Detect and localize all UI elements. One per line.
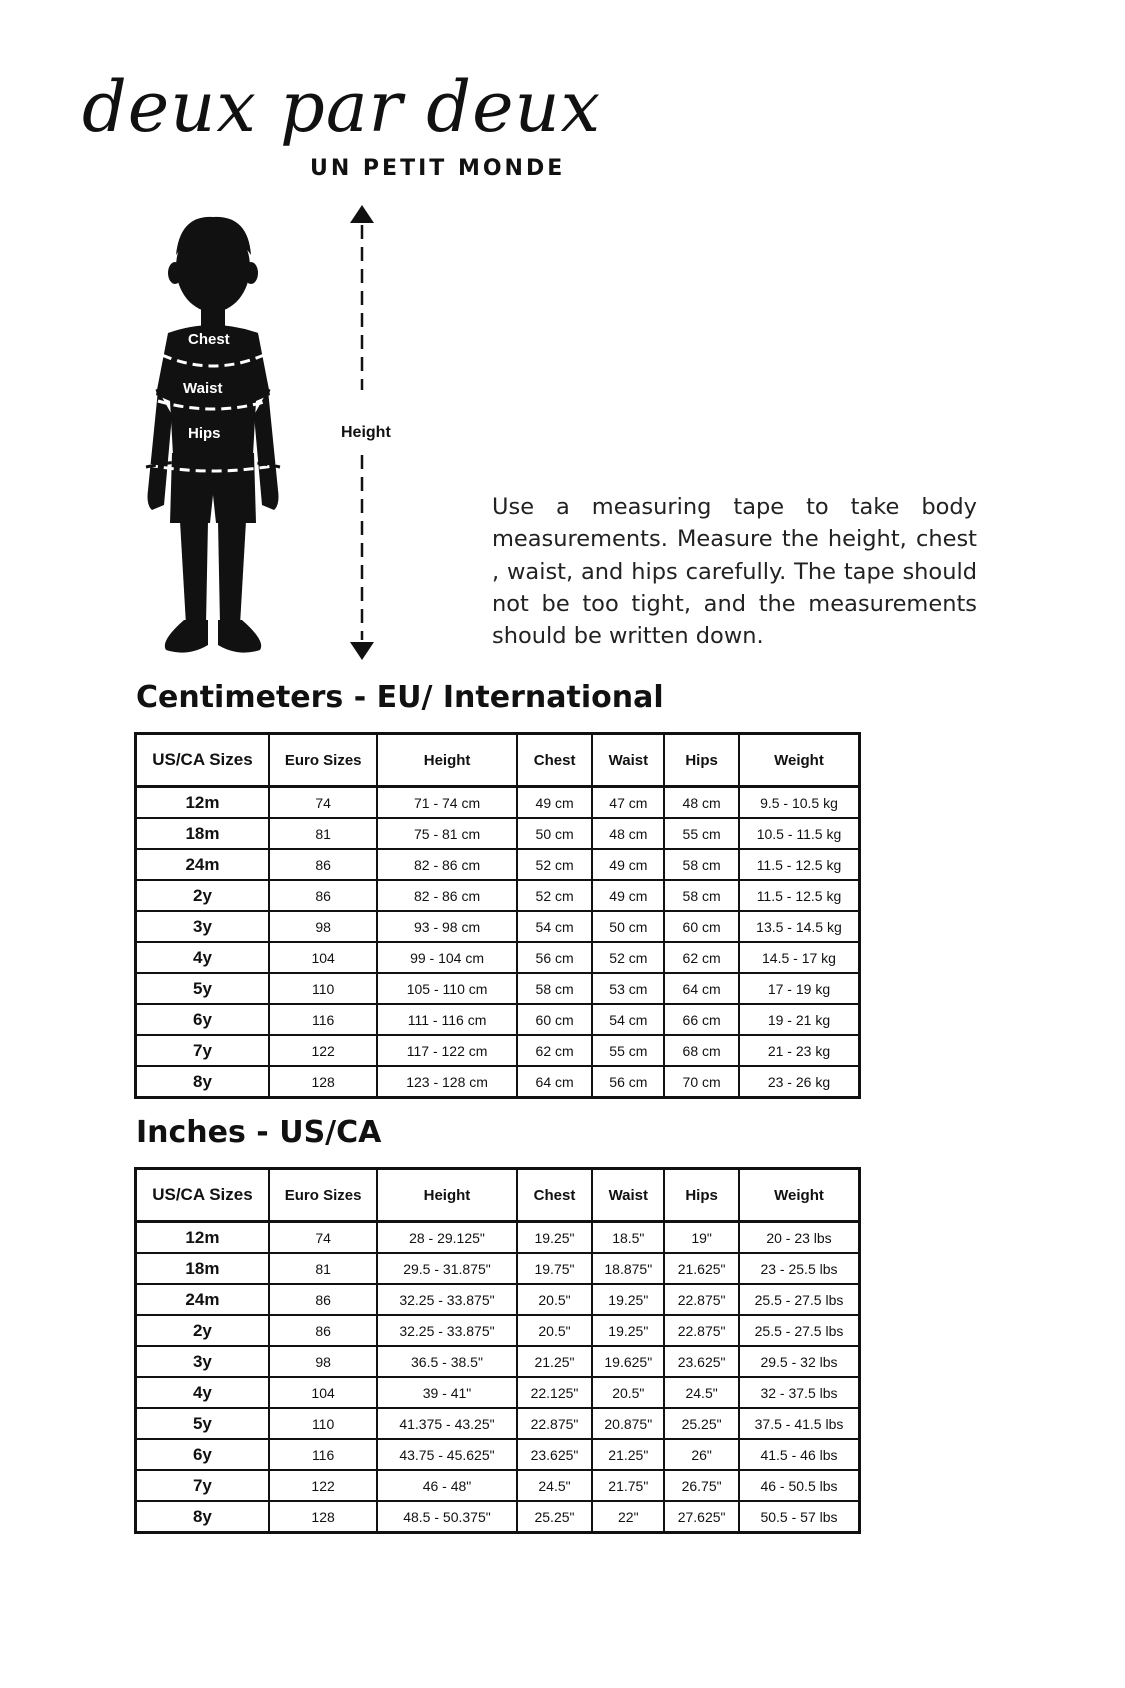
value-cell: 25.5 - 27.5 lbs <box>739 1315 860 1346</box>
value-cell: 9.5 - 10.5 kg <box>739 787 860 819</box>
value-cell: 19.25" <box>592 1315 664 1346</box>
table-row <box>136 1066 860 1098</box>
value-cell: 23.625" <box>664 1346 739 1377</box>
value-cell: 25.25" <box>664 1408 739 1439</box>
value-cell: 117 - 122 cm <box>377 1035 516 1066</box>
column-header: Chest <box>517 1169 593 1222</box>
table-row <box>136 942 860 973</box>
value-cell: 98 <box>269 1346 377 1377</box>
size-cell: 5y <box>136 973 269 1004</box>
cm-size-table <box>134 732 861 1099</box>
table-row <box>136 1408 860 1439</box>
value-cell: 93 - 98 cm <box>377 911 516 942</box>
value-cell: 104 <box>269 1377 377 1408</box>
value-cell: 23 - 26 kg <box>739 1066 860 1098</box>
value-cell: 26.75" <box>664 1470 739 1501</box>
value-cell: 105 - 110 cm <box>377 973 516 1004</box>
value-cell: 56 cm <box>592 1066 664 1098</box>
measurement-instructions: Use a measuring tape to take body measurements. Measure the height, chest , waist, and hips carefully. The tape should not be too tight, and the measurements should be written down. <box>492 494 977 650</box>
size-cell: 18m <box>136 818 269 849</box>
size-cell: 7y <box>136 1470 269 1501</box>
value-cell: 111 - 116 cm <box>377 1004 516 1035</box>
table-row <box>136 787 860 819</box>
hips-label: Hips <box>188 425 221 442</box>
table-row <box>136 911 860 942</box>
size-cell: 8y <box>136 1501 269 1533</box>
value-cell: 116 <box>269 1439 377 1470</box>
value-cell: 18.875" <box>592 1253 664 1284</box>
value-cell: 66 cm <box>664 1004 739 1035</box>
value-cell: 43.75 - 45.625" <box>377 1439 516 1470</box>
value-cell: 20.5" <box>517 1284 593 1315</box>
value-cell: 55 cm <box>592 1035 664 1066</box>
value-cell: 75 - 81 cm <box>377 818 516 849</box>
value-cell: 49 cm <box>592 849 664 880</box>
table-row <box>136 1346 860 1377</box>
value-cell: 82 - 86 cm <box>377 880 516 911</box>
value-cell: 27.625" <box>664 1501 739 1533</box>
value-cell: 19.25" <box>592 1284 664 1315</box>
size-cell: 4y <box>136 1377 269 1408</box>
value-cell: 21.25" <box>592 1439 664 1470</box>
value-cell: 60 cm <box>664 911 739 942</box>
value-cell: 48.5 - 50.375" <box>377 1501 516 1533</box>
value-cell: 68 cm <box>664 1035 739 1066</box>
table-header-row <box>136 1169 860 1222</box>
value-cell: 41.5 - 46 lbs <box>739 1439 860 1470</box>
value-cell: 20 - 23 lbs <box>739 1222 860 1254</box>
value-cell: 21.25" <box>517 1346 593 1377</box>
value-cell: 46 - 50.5 lbs <box>739 1470 860 1501</box>
value-cell: 62 cm <box>517 1035 593 1066</box>
inch-table-title: Inches - US/CA <box>136 1115 382 1150</box>
value-cell: 56 cm <box>517 942 593 973</box>
value-cell: 49 cm <box>517 787 593 819</box>
value-cell: 64 cm <box>517 1066 593 1098</box>
value-cell: 21 - 23 kg <box>739 1035 860 1066</box>
table-row <box>136 849 860 880</box>
column-header: US/CA Sizes <box>136 734 269 787</box>
value-cell: 128 <box>269 1066 377 1098</box>
size-cell: 5y <box>136 1408 269 1439</box>
value-cell: 86 <box>269 880 377 911</box>
table-row <box>136 1004 860 1035</box>
value-cell: 23.625" <box>517 1439 593 1470</box>
value-cell: 19.25" <box>517 1222 593 1254</box>
column-header: Waist <box>592 734 664 787</box>
value-cell: 58 cm <box>517 973 593 1004</box>
value-cell: 122 <box>269 1470 377 1501</box>
value-cell: 71 - 74 cm <box>377 787 516 819</box>
value-cell: 20.5" <box>592 1377 664 1408</box>
waist-label: Waist <box>183 380 223 397</box>
brand-tagline: UN PETIT MONDE <box>310 156 566 181</box>
value-cell: 110 <box>269 973 377 1004</box>
value-cell: 22.125" <box>517 1377 593 1408</box>
value-cell: 20.875" <box>592 1408 664 1439</box>
table-row <box>136 1439 860 1470</box>
value-cell: 18.5" <box>592 1222 664 1254</box>
value-cell: 13.5 - 14.5 kg <box>739 911 860 942</box>
value-cell: 58 cm <box>664 849 739 880</box>
value-cell: 86 <box>269 849 377 880</box>
column-header: Weight <box>739 734 860 787</box>
column-header: Euro Sizes <box>269 1169 377 1222</box>
value-cell: 104 <box>269 942 377 973</box>
table-row <box>136 1253 860 1284</box>
value-cell: 11.5 - 12.5 kg <box>739 849 860 880</box>
value-cell: 110 <box>269 1408 377 1439</box>
value-cell: 86 <box>269 1284 377 1315</box>
value-cell: 50.5 - 57 lbs <box>739 1501 860 1533</box>
value-cell: 32 - 37.5 lbs <box>739 1377 860 1408</box>
table-row <box>136 1035 860 1066</box>
size-cell: 3y <box>136 911 269 942</box>
value-cell: 128 <box>269 1501 377 1533</box>
value-cell: 99 - 104 cm <box>377 942 516 973</box>
value-cell: 23 - 25.5 lbs <box>739 1253 860 1284</box>
value-cell: 64 cm <box>664 973 739 1004</box>
value-cell: 25.25" <box>517 1501 593 1533</box>
value-cell: 41.375 - 43.25" <box>377 1408 516 1439</box>
chest-label: Chest <box>188 331 230 348</box>
column-header: Height <box>377 734 516 787</box>
value-cell: 98 <box>269 911 377 942</box>
size-cell: 7y <box>136 1035 269 1066</box>
inch-size-table <box>134 1167 861 1534</box>
table-row <box>136 1222 860 1254</box>
value-cell: 54 cm <box>517 911 593 942</box>
value-cell: 47 cm <box>592 787 664 819</box>
size-cell: 4y <box>136 942 269 973</box>
value-cell: 62 cm <box>664 942 739 973</box>
table-row <box>136 1315 860 1346</box>
value-cell: 48 cm <box>664 787 739 819</box>
value-cell: 123 - 128 cm <box>377 1066 516 1098</box>
value-cell: 81 <box>269 818 377 849</box>
value-cell: 46 - 48" <box>377 1470 516 1501</box>
brand-logo <box>82 62 602 192</box>
value-cell: 60 cm <box>517 1004 593 1035</box>
table-row <box>136 1377 860 1408</box>
column-header: Weight <box>739 1169 860 1222</box>
value-cell: 19.75" <box>517 1253 593 1284</box>
value-cell: 86 <box>269 1315 377 1346</box>
value-cell: 122 <box>269 1035 377 1066</box>
value-cell: 10.5 - 11.5 kg <box>739 818 860 849</box>
table-row <box>136 1501 860 1533</box>
value-cell: 19" <box>664 1222 739 1254</box>
value-cell: 20.5" <box>517 1315 593 1346</box>
table-row <box>136 1284 860 1315</box>
size-cell: 6y <box>136 1439 269 1470</box>
value-cell: 36.5 - 38.5" <box>377 1346 516 1377</box>
value-cell: 29.5 - 31.875" <box>377 1253 516 1284</box>
value-cell: 74 <box>269 787 377 819</box>
size-cell: 8y <box>136 1066 269 1098</box>
value-cell: 29.5 - 32 lbs <box>739 1346 860 1377</box>
size-cell: 24m <box>136 849 269 880</box>
value-cell: 53 cm <box>592 973 664 1004</box>
value-cell: 22.875" <box>664 1315 739 1346</box>
size-cell: 18m <box>136 1253 269 1284</box>
size-cell: 12m <box>136 787 269 819</box>
size-cell: 3y <box>136 1346 269 1377</box>
value-cell: 28 - 29.125" <box>377 1222 516 1254</box>
column-header: Chest <box>517 734 593 787</box>
table-row <box>136 973 860 1004</box>
value-cell: 26" <box>664 1439 739 1470</box>
value-cell: 21.625" <box>664 1253 739 1284</box>
column-header: US/CA Sizes <box>136 1169 269 1222</box>
value-cell: 19.625" <box>592 1346 664 1377</box>
value-cell: 52 cm <box>517 849 593 880</box>
value-cell: 21.75" <box>592 1470 664 1501</box>
value-cell: 49 cm <box>592 880 664 911</box>
size-cell: 2y <box>136 1315 269 1346</box>
size-cell: 2y <box>136 880 269 911</box>
size-cell: 24m <box>136 1284 269 1315</box>
value-cell: 11.5 - 12.5 kg <box>739 880 860 911</box>
value-cell: 14.5 - 17 kg <box>739 942 860 973</box>
table-row <box>136 1470 860 1501</box>
column-header: Waist <box>592 1169 664 1222</box>
value-cell: 39 - 41" <box>377 1377 516 1408</box>
value-cell: 50 cm <box>517 818 593 849</box>
value-cell: 17 - 19 kg <box>739 973 860 1004</box>
value-cell: 24.5" <box>664 1377 739 1408</box>
value-cell: 48 cm <box>592 818 664 849</box>
value-cell: 58 cm <box>664 880 739 911</box>
value-cell: 52 cm <box>592 942 664 973</box>
value-cell: 32.25 - 33.875" <box>377 1284 516 1315</box>
value-cell: 22.875" <box>517 1408 593 1439</box>
cm-table-title: Centimeters - EU/ International <box>136 680 664 715</box>
column-header: Height <box>377 1169 516 1222</box>
size-cell: 12m <box>136 1222 269 1254</box>
table-header-row <box>136 734 860 787</box>
value-cell: 116 <box>269 1004 377 1035</box>
value-cell: 82 - 86 cm <box>377 849 516 880</box>
height-label: Height <box>341 424 391 441</box>
column-header: Euro Sizes <box>269 734 377 787</box>
value-cell: 74 <box>269 1222 377 1254</box>
table-row <box>136 818 860 849</box>
value-cell: 22.875" <box>664 1284 739 1315</box>
value-cell: 81 <box>269 1253 377 1284</box>
table-row <box>136 880 860 911</box>
value-cell: 22" <box>592 1501 664 1533</box>
brand-name: deux par deux <box>82 66 602 148</box>
value-cell: 70 cm <box>664 1066 739 1098</box>
column-header: Hips <box>664 734 739 787</box>
value-cell: 32.25 - 33.875" <box>377 1315 516 1346</box>
size-cell: 6y <box>136 1004 269 1035</box>
value-cell: 19 - 21 kg <box>739 1004 860 1035</box>
value-cell: 55 cm <box>664 818 739 849</box>
value-cell: 50 cm <box>592 911 664 942</box>
column-header: Hips <box>664 1169 739 1222</box>
value-cell: 25.5 - 27.5 lbs <box>739 1284 860 1315</box>
value-cell: 52 cm <box>517 880 593 911</box>
value-cell: 24.5" <box>517 1470 593 1501</box>
value-cell: 54 cm <box>592 1004 664 1035</box>
value-cell: 37.5 - 41.5 lbs <box>739 1408 860 1439</box>
